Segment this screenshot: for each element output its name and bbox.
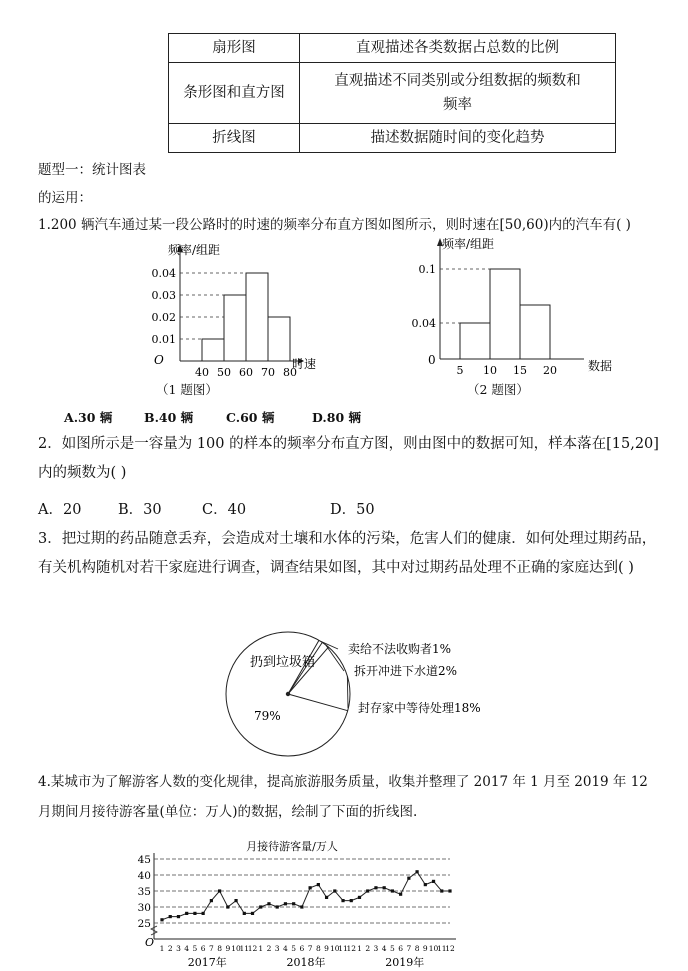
h1-x-tick-label: 50 <box>217 366 231 379</box>
table-row <box>169 34 616 63</box>
line-y-tick-label: 25 <box>137 918 151 930</box>
line-point <box>399 893 402 896</box>
line-x-tick-label: 2 <box>365 944 371 953</box>
histogram-q2-plot <box>412 238 585 377</box>
line-x-tick-label: 1 <box>159 944 165 953</box>
pie-plot <box>226 632 350 756</box>
q2-option-b: B．30 <box>118 502 162 518</box>
line-point <box>432 880 435 883</box>
h1-x-tick-label: 40 <box>195 366 209 379</box>
pie-leader-line <box>325 645 344 671</box>
line-x-tick-label: 5 <box>192 944 198 953</box>
line-x-tick-label: 1 <box>357 944 362 953</box>
line-point <box>251 912 254 915</box>
pie-chart-q3 <box>220 630 510 770</box>
h1-y-tick-label: 0.04 <box>151 267 176 280</box>
line-point <box>267 902 270 905</box>
line-chart-q4 <box>130 835 470 969</box>
line-point <box>218 889 221 892</box>
line-x-tick-label: 5 <box>390 944 395 953</box>
h1-x-tick-label: 80 <box>283 366 297 379</box>
line-point <box>317 883 320 886</box>
h2-x-tick-label: 5 <box>456 364 464 377</box>
line-point <box>160 918 163 921</box>
line-x-tick-label: 6 <box>200 944 206 953</box>
line-x-tick-label: 8 <box>414 944 420 953</box>
h2-ylabel: 频率/组距 <box>442 237 495 251</box>
line-x-tick-label: 4 <box>381 944 387 953</box>
line-point <box>391 889 394 892</box>
line-x-tick-label: 4 <box>184 944 190 953</box>
h2-y-tick-label: 0.1 <box>418 263 436 276</box>
q1-option-a: A.30 辆 <box>64 410 113 425</box>
table-cell-desc: 描述数据随时间的变化趋势 <box>300 124 616 153</box>
line-point <box>374 886 377 889</box>
h1-origin: O <box>154 353 164 367</box>
line-point <box>234 899 237 902</box>
table-row <box>169 63 616 124</box>
line-point <box>226 905 229 908</box>
h2-bar <box>460 323 490 359</box>
h2-origin: 0 <box>428 353 436 367</box>
line-point <box>440 889 443 892</box>
line-point <box>309 886 312 889</box>
h2-bar <box>490 269 520 359</box>
line-y-tick-label: 40 <box>137 870 151 882</box>
line-x-tick-label: 10 <box>231 944 241 953</box>
line-point <box>185 912 188 915</box>
line-point <box>358 896 361 899</box>
line-point <box>169 915 172 918</box>
line-x-tick-label: 8 <box>315 944 321 953</box>
line-x-tick-label: 2 <box>167 944 173 953</box>
line-point <box>284 902 287 905</box>
question-1-text: 1.200 辆汽车通过某一段公路时的时速的频率分布直方图如图所示，则时速在[50,60)内的汽车有( ) <box>38 217 631 233</box>
h2-xlabel: 数据 <box>588 359 613 373</box>
line-point <box>415 870 418 873</box>
line-x-tick-label: 9 <box>422 944 428 953</box>
line-point <box>341 899 344 902</box>
h1-x-tick-label: 60 <box>239 366 253 379</box>
question-2-text: 2．如图所示是一容量为 100 的样本的频率分布直方图，则由图中的数据可知，样本落在[15,20]内的频数为( ) <box>38 436 659 481</box>
line-x-tick-label: 6 <box>299 944 305 953</box>
question-4-text: 4.某城市为了解游客人数的变化规律，提高旅游服务质量，收集并整理了 2017 年 1 月至 2019 年 12 月期间月接待游客量(单位：万人)的数据，绘制了下面的折线图. <box>38 774 648 820</box>
pie-label-drain: 拆开冲进下水道2% <box>354 664 458 678</box>
h1-xlabel: 时速 <box>292 357 317 371</box>
q1-option-c: C.60 辆 <box>226 410 275 425</box>
table-cell-desc: 直观描述各类数据占总数的比例 <box>300 34 616 63</box>
line-x-tick-label: 11 <box>338 944 348 953</box>
table-cell-name: 条形图和直方图 <box>169 63 300 124</box>
line-x-tick-label: 4 <box>283 944 288 953</box>
h1-x-tick-label: 70 <box>261 366 275 379</box>
pie-label-trash-pct: 79% <box>254 709 281 723</box>
line-x-tick-label: 2 <box>266 944 272 953</box>
line-point <box>210 899 213 902</box>
h2-x-tick-label: 20 <box>543 364 557 377</box>
h1-caption: （1 题图） <box>156 382 218 397</box>
histogram-q1 <box>140 238 330 403</box>
line-x-tick-label: 3 <box>176 944 181 953</box>
line-x-tick-label: 11 <box>436 944 447 953</box>
q1-option-b: B.40 辆 <box>144 410 194 425</box>
line-x-tick-label: 9 <box>324 944 329 953</box>
line-x-tick-label: 10 <box>330 944 340 953</box>
line-x-tick-label: 5 <box>291 944 297 953</box>
line-point <box>366 889 369 892</box>
pie-slice-edge <box>288 694 348 711</box>
line-x-tick-label: 10 <box>428 944 439 953</box>
line-point <box>259 905 262 908</box>
h2-x-tick-label: 10 <box>483 364 497 377</box>
line-year-label: 2018年 <box>286 956 326 969</box>
q2-option-c: C．40 <box>202 502 247 518</box>
h1-bar <box>224 295 246 361</box>
section-heading-cont: 的运用： <box>38 190 92 206</box>
line-point <box>383 886 386 889</box>
line-x-tick-label: 6 <box>398 944 404 953</box>
h2-y-tick-label: 0.04 <box>411 317 436 330</box>
line-y-tick-label: 35 <box>137 886 151 898</box>
line-axis-break <box>151 926 157 935</box>
line-year-label: 2017年 <box>187 956 227 969</box>
table-cell-desc: 直观描述不同类别或分组数据的频数和频率 <box>300 63 616 124</box>
line-x-tick-label: 12 <box>346 944 357 953</box>
line-x-tick-label: 8 <box>217 944 222 953</box>
q2-option-d: D．50 <box>330 502 375 518</box>
h1-bar <box>268 317 290 361</box>
line-year-label: 2019年 <box>385 956 425 969</box>
line-point <box>292 902 295 905</box>
line-point <box>177 915 180 918</box>
line-point <box>448 889 451 892</box>
line-y-tick-label: 30 <box>137 902 151 914</box>
line-point <box>350 899 353 902</box>
line-point <box>407 877 410 880</box>
line-chart-title: 月接待游客量/万人 <box>246 840 338 853</box>
line-x-tick-label: 3 <box>373 944 379 953</box>
line-point <box>193 912 196 915</box>
pie-label-stored: 封存家中等待处理18% <box>358 701 481 715</box>
line-point <box>325 896 328 899</box>
line-y-tick-label: 45 <box>137 854 151 866</box>
h2-x-tick-label: 15 <box>513 364 527 377</box>
line-point <box>243 912 246 915</box>
h1-bar <box>246 273 268 361</box>
line-x-tick-label: 1 <box>258 944 264 953</box>
h1-y-tick-label: 0.02 <box>151 311 176 324</box>
h1-ylabel: 频率/组距 <box>168 243 221 257</box>
h1-y-tick-label: 0.01 <box>151 333 176 346</box>
histogram-q1-plot <box>152 244 305 379</box>
pie-label-illegal: 卖给不法收购者1% <box>348 642 452 656</box>
line-x-tick-label: 12 <box>445 944 455 953</box>
line-point <box>276 905 279 908</box>
line-origin: O <box>145 936 155 949</box>
line-x-tick-label: 3 <box>274 944 280 953</box>
q1-option-d: D.80 辆 <box>312 410 361 425</box>
pie-center <box>286 692 290 696</box>
question-3-text: 3．把过期的药品随意丢弃，会造成对土壤和水体的污染，危害人们的健康．如何处理过期药品，有关机构随机对若干家庭进行调查，调查结果如图，其中对过期药品处理不正确的家庭达到( ) <box>38 531 657 576</box>
h2-caption: （2 题图） <box>467 382 529 397</box>
section-heading: 题型一：统计图表 <box>38 162 146 178</box>
table-row <box>169 124 616 153</box>
line-point <box>424 883 427 886</box>
table-cell-name: 扇形图 <box>169 34 300 63</box>
q2-option-a: A．20 <box>38 502 82 518</box>
line-x-tick-label: 12 <box>247 944 258 953</box>
line-x-tick-label: 9 <box>225 944 231 953</box>
line-x-tick-label: 7 <box>208 944 214 953</box>
line-point <box>300 905 303 908</box>
line-x-tick-label: 7 <box>406 944 412 953</box>
h2-bar <box>520 305 550 359</box>
line-plot <box>138 853 456 969</box>
line-x-tick-label: 11 <box>239 944 250 953</box>
pie-label-trash: 扔到垃圾箱 <box>250 655 316 670</box>
h1-bar <box>202 339 224 361</box>
h1-y-tick-label: 0.03 <box>151 289 176 302</box>
chart-type-table <box>168 33 616 153</box>
pie-leader-line <box>347 676 348 708</box>
table-cell-name: 折线图 <box>169 124 300 153</box>
line-series <box>162 872 450 920</box>
line-x-tick-label: 7 <box>307 944 313 953</box>
line-point <box>333 889 336 892</box>
histogram-q2 <box>398 232 628 382</box>
line-point <box>202 912 205 915</box>
